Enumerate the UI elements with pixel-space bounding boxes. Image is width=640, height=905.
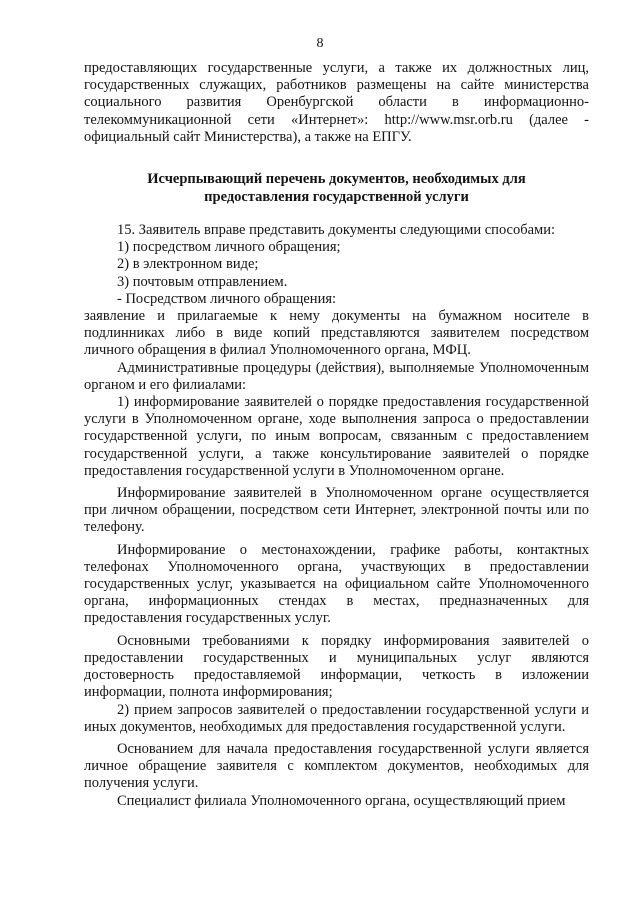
list-item-3: 3) почтовым отправлением. — [117, 273, 288, 290]
paragraph-requirements: Основными требованиями к порядку информирования заявителей о предоставлении государственных и муниципальных услуг являются достоверность предоставляемой информации, четкость в изложении информации, полнота информирования; — [84, 632, 589, 701]
list-item-2: 2) в электронном виде; — [117, 256, 259, 273]
paragraph-application: заявление и прилагаемые к нему документы на бумажном носителе в подлинниках либо в виде копий представляются заявителем посредством личного обращения в филиал Уполномоченного органа, МФЦ. — [84, 308, 589, 359]
paragraph-basis: Основанием для начала предоставления государственной услуги является личное обращение заявителя с комплектом документов, необходимых для получения услуги. — [84, 740, 589, 792]
paragraph-informing: 1) информирование заявителей о порядке предоставления государственной услуги в Уполномоченном органе, ходе выполнения запроса о предоставлении государственной услуги, по иным вопросам, связанным с предоставлением государственной услуги, а также консультирование заявителей о порядке предоставления государственной услуги в Уполномоченном органе. — [84, 394, 589, 479]
paragraph-requests: 2) прием запросов заявителей о предоставлении государственной услуги и иных документов, необходимых для предоставления государственной услуги. — [84, 701, 589, 735]
list-item-1: 1) посредством личного обращения; — [117, 239, 341, 256]
paragraph-15: 15. Заявитель вправе представить документы следующими способами: — [117, 222, 556, 239]
intro-paragraph: предоставляющих государственные услуги, а также их должностных лиц, государственных служащих, работников размещены на сайте министерства социального развития Оренбургской области в информационно-телекоммуникационной сети «Интернет»: http://www.msr.orb.ru (далее - официальный сайт Министерства), а также на ЕПГУ. — [84, 60, 589, 145]
paragraph-location-info: Информирование о местонахождении, графике работы, контактных телефонах Уполномоченного органа, участвующих в предоставлении государственных услуг, указывается на официальном сайте Уполномоченного органа, информационных стендах в местах, предназначенных для предоставления государственных услуг. — [84, 541, 589, 627]
subheading-personal: - Посредством личного обращения: — [117, 290, 337, 307]
section-heading: Исчерпывающий перечень документов, необходимых для предоставления государственной услуги — [147, 171, 526, 206]
paragraph-specialist: Специалист филиала Уполномоченного органа, осуществляющий прием — [117, 792, 566, 809]
document-body — [84, 60, 589, 810]
paragraph-procedures: Административные процедуры (действия), выполняемые Уполномоченным органом и его филиалами: — [84, 359, 589, 393]
page-number: 8 — [316, 36, 324, 51]
paragraph-informing-methods: Информирование заявителей в Уполномоченном органе осуществляется при личном обращении, посредством сети Интернет, электронной почты или по телефону. — [84, 485, 589, 536]
